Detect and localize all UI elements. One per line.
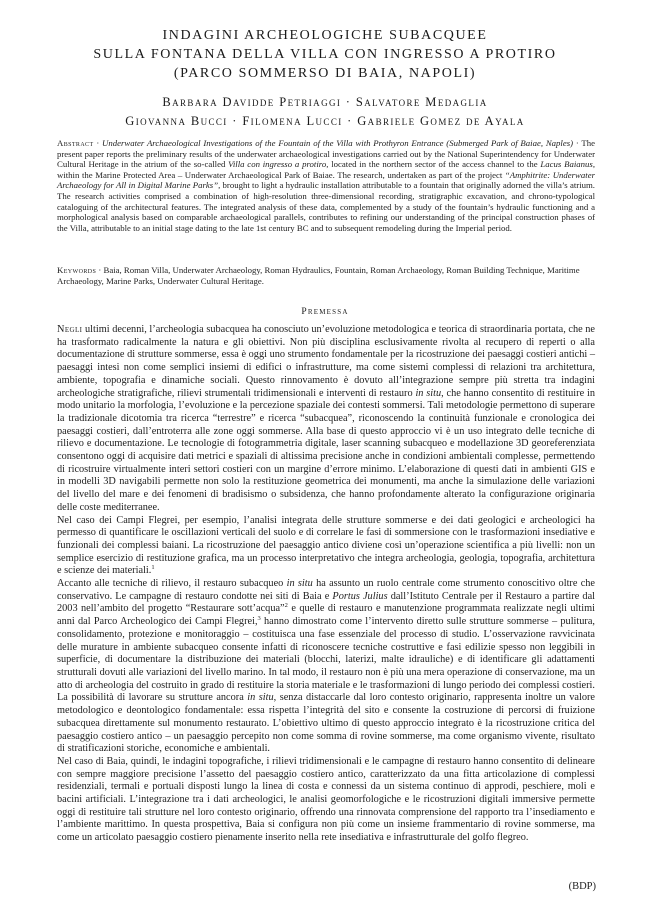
paragraph-1-lead: Negli	[57, 324, 83, 335]
title-line-3: (PARCO SOMMERSO DI BAIA, NAPOLI)	[173, 66, 477, 81]
paragraph-3-text-d: e quelle di restauro e manutenzione programmata realizzate negli ultimi anni dal Parco Archeologico dei Campi Flegrei,	[57, 603, 595, 628]
paragraph-3-italic-2: Portus Julius	[332, 590, 388, 602]
paragraph-3-text-a: Accanto alle tecniche di rilievo, il restauro subacqueo	[57, 578, 287, 590]
abstract-label: Abstract	[57, 138, 94, 148]
author-signature: (BDP)	[568, 881, 596, 892]
authors-line-1: Barbara Davidde Petriaggi · Salvatore Medaglia	[162, 95, 488, 109]
paragraph-3-text-e: hanno dimostrato come l’intervento diretto sulle strutture sommerse – pulitura, consolidamento, protezione e monitoraggio – costituisca una fase essenziale del processo di studio. L’osservazione ravvicinata delle murature in ambiente subacqueo consente infatti di riconoscere tecniche costruttive e fasi edilizie spesso non leggibili in superficie, di documentare la distribuzione dei materiali (blocchi, laterizi, malte idrauliche) e di identificare gli adattamenti strutturali dovuti alle variazioni del livello marino. In tal modo, il restauro non è più una mera operazione di conservazione, ma un atto di archeologia del costruito in grado di restituire la storia materiale e le trasformazioni di lungo periodo dei complessi costieri. La possibilità di lavorare su strutture ancora	[57, 616, 595, 704]
abstract-italic-a: Villa con ingresso a protiro	[228, 159, 327, 170]
abstract-italic-c: “Amphitrite: Underwater Archaeology for All in Digital Marine Parks”	[57, 169, 595, 191]
paragraph-3-text-b: ha assunto un ruolo centrale come strumento conoscitivo oltre che conservativo. Le campagne di restauro condotte nei siti di Baia e	[57, 578, 596, 602]
paragraph-1-text: ultimi decenni, l’archeologia subacquea ha conosciuto un’evoluzione metodologica e teorica di straordinaria portata, che ne ha trasformato radicalmente la natura e gli obiettivi. Non più disciplina esclusivamente rivolta al recupero di reperti o alla documentazione di strutture sommerse, essa è oggi uno strumento fondamentale per la ricostruzione dei paesaggi costieri antichi – paesaggi intesi non come semplici insiemi di edifici o infrastrutture, ma come sistemi complessi di relazioni tra architettura, ambiente, topografia e dinamiche sociali. Questo rinnovamento è dovuto all’integrazione sempre più stretta tra indagini archeologiche stratigrafiche, rilievi strumentali tridimensionali e interventi di restauro	[57, 324, 595, 399]
keywords	[57, 265, 597, 287]
body-text	[57, 324, 595, 845]
abstract-text-c: , within the Marine Protected Area – Underwater Archaeological Park of Baiae. The research, undertaken as part of the project	[57, 159, 595, 180]
paragraph-4-text: Nel caso di Baia, quindi, le indagini topografiche, i rilievi tridimensionali e le campagne di restauro hanno consentito di delineare con sempre maggiore precisione l’assetto del paesaggio costiero antico, caratterizzato da una fitta articolazione di complessi residenziali, termali e portuali disposti lungo la linea di costa e connessi da un sistema continuo di approdi, peschiere, moli e bacini artificiali. L’integrazione tra i dati archeologici, le analisi geomorfologiche e le ricostruzioni digitali immersive permette oggi di restituire tali strutture nel loro contesto originario, offrendo una rinnovata comprensione del rapporto tra l’insediamento e l’ambiente marittimo. In questa prospettiva, Baia si configura non più come un insieme frammentario di rovine sommerse, ma come un articolato paesaggio costiero pienamente inserito nella rete insediativa e infrastrutturale del golfo flegreo.	[57, 755, 595, 844]
paragraph-3-text-f: , senza distaccarle dal loro contesto originario, rappresenta inoltre un valore metodologico e deontologico fondamentale: essa rispetta l’integrità del sito e consente la costruzione di percorsi di fruizione subacquea direttamente sul monumento restaurato. L’obiettivo ultimo di questo approccio integrato è la ricostruzione critica del paesaggio costiero antico – un paesaggio percepito non come somma di rovine sommerse, ma come organismo vivente, risultato di stratificazioni storiche, economiche e ambientali.	[57, 692, 595, 755]
abstract-text-b: , located in the northern sector of the access channel to the	[326, 159, 541, 170]
paragraph-3-text-c: dall’Istituto Centrale per il Restauro a partire dal 2003 nell’ambito del progetto “Restaurare sott’acqua”	[57, 590, 596, 615]
footnote-ref-2[interactable]: 2	[284, 602, 288, 610]
paragraph-3-italic-1: in situ	[286, 578, 313, 590]
paragraph-2	[57, 515, 595, 579]
paragraph-4	[57, 756, 595, 845]
paragraph-1-italic: in situ	[415, 387, 442, 399]
abstract-text-a: · The present paper reports the preliminary results of the underwater archaeological investigations carried out by the National Superintendency for Underwater Cultural Heritage in the atrium of the so-called	[57, 138, 595, 170]
abstract-subtitle: Underwater Archaeological Investigations of the Fountain of the Villa with Prothyron Entrance (Submerged Park of Baiae, Naples)	[102, 138, 574, 148]
paragraph-3-italic-3: in situ	[247, 692, 274, 704]
section-title: Premessa	[301, 307, 349, 317]
paragraph-1	[57, 324, 595, 515]
abstract-separator: ·	[93, 138, 103, 148]
title-line-2: SULLA FONTANA DELLA VILLA CON INGRESSO A PROTIRO	[93, 47, 557, 62]
paragraph-2-text: Nel caso dei Campi Flegrei, per esempio, l’analisi integrata delle strutture sommerse e dei dati geologici e archeologici ha permesso di quantificare le oscillazioni verticali del suolo e di correlare le fasi di sommersione con le trasformazioni insediative e funzionali dei complessi baiani. La ricostruzione del paesaggio antico diviene così un’operazione scientifica a più livelli: non un semplice esercizio di restituzione grafica, ma un processo interpretativo che integra archeologia, geologia, topografia, architettura e scienze dei materiali.	[57, 514, 595, 577]
title-line-1: INDAGINI ARCHEOLOGICHE SUBACQUEE	[162, 28, 488, 43]
keywords-label: Keywords	[57, 265, 97, 275]
abstract	[57, 138, 595, 233]
footnote-ref-1[interactable]: 1	[151, 564, 155, 572]
paragraph-3	[57, 578, 595, 756]
footnote-ref-3[interactable]: 3	[257, 615, 261, 623]
keywords-text: · Baia, Roman Villa, Underwater Archaeology, Roman Hydraulics, Fountain, Roman Archaeology, Roman Building Technique, Maritime Archaeology, Marine Parks, Underwater Cultural Heritage.	[57, 265, 580, 286]
authors-line-2: Giovanna Bucci · Filomena Lucci · Gabriele Gomez de Ayala	[125, 114, 525, 128]
paragraph-1-text-b: , che hanno consentito di restituire in modo unitario la morfologia, l’evoluzione e la percezione spaziale dei contesti sommersi. Tali metodologie permettono di superare la tradizionale dicotomia tra ricerca “terrestre” e ricerca “subacquea”, riconoscendo la continuità funzionale e cronologica dei paesaggi costieri, dall’entroterra alle zone oggi sommerse. Alla base di questo approccio vi è un uso integrato delle tecniche di rilievo e documentazione. Le tecnologie di fotogrammetria digitale, laser scanning subacqueo e modellazione 3D georeferenziata consentono oggi di acquisire dati metrici e spaziali di altissima precisione anche in condizioni ambientali complesse, permettendo di ricostruire virtualmente interi settori costieri con un margine d’errore minimo. L’elaborazione di questi dati in ambienti GIS e in modelli 3D navigabili permette non solo la restituzione geometrica dei monumenti, ma anche la simulazione delle variazioni del livello del mare e dei fenomeni di bradisismo o subsidenza, che hanno profondamente alterato la configurazione originaria delle coste mediterranee.	[57, 387, 595, 513]
abstract-text-d: , brought to light a hydraulic installation attributable to a fountain that originally adorned the villa’s atrium. The research activities comprised a combination of high-resolution three-dimensional recording, stratigraphic excavation, and chrono-typological cataloguing of the architectural features. The integrated analysis of these data, complemented by a study of the fountain’s hydraulic functioning and a morphological analysis based on comparable archaeological parallels, contributes to refining our understanding of the principal construction phases of the Villa, attributable to an initial stage dating to the late 1st century BC and to subsequent remodeling during the Imperial period.	[57, 180, 595, 233]
abstract-italic-b: Lacus Baianus	[540, 159, 593, 170]
